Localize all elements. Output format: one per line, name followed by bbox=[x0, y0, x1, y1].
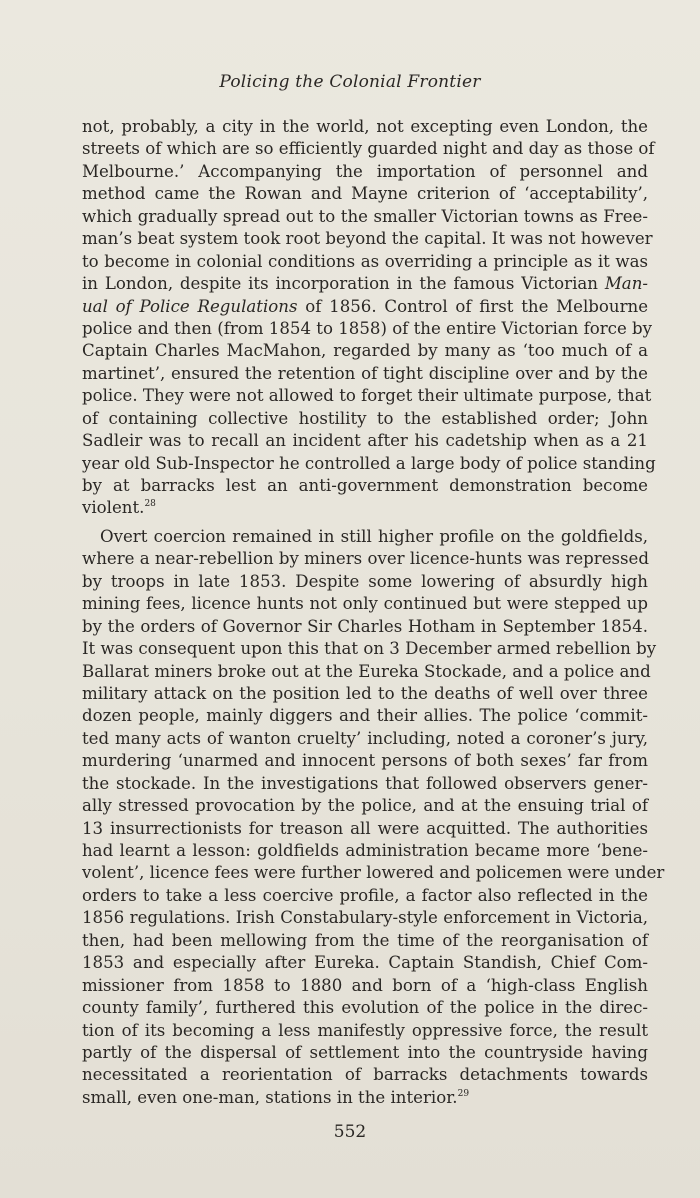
text-line: year old Sub-Inspector he controlled a large body of police standing bbox=[82, 453, 656, 473]
text-line: where a near-rebellion by miners over licence-hunts was repressed bbox=[82, 549, 649, 569]
text-line: Captain Charles MacMahon, regarded by many as ‘too much of a bbox=[82, 341, 648, 361]
text-line: streets of which are so efficiently guarded night and day as those of bbox=[82, 139, 655, 159]
text-line: murdering ‘unarmed and innocent persons of both sexes’ far from bbox=[82, 751, 648, 771]
text-fragment: in London, despite its incorporation in the famous Victorian bbox=[82, 274, 598, 294]
text-line: tion of its becoming a less manifestly oppressive force, the result bbox=[82, 1020, 648, 1040]
text-line: volent’, licence fees were further lowered and policemen were under bbox=[82, 863, 665, 883]
text-line: dozen people, mainly diggers and their allies. The police ‘commit- bbox=[82, 706, 648, 726]
page-number: 552 bbox=[333, 1122, 367, 1142]
text-fragment: of 1856. Control of first the Melbourne bbox=[305, 296, 649, 316]
text-line: the stockade. In the investigations that followed observers gener- bbox=[82, 773, 648, 793]
text-line: to become in colonial conditions as overriding a principle as it was bbox=[82, 251, 648, 271]
text-line: police and then (from 1854 to 1858) of the entire Victorian force by bbox=[82, 318, 653, 338]
text-line: 13 insurrectionists for treason all were acquitted. The authorities bbox=[82, 818, 648, 838]
body-text bbox=[82, 116, 665, 1109]
text-line: 1856 regulations. Irish Constabulary-style enforcement in Victoria, bbox=[82, 908, 648, 928]
text-line: military attack on the position led to the deaths of well over three bbox=[82, 683, 648, 703]
text-line: Melbourne.’ Accompanying the importation of personnel and bbox=[82, 161, 648, 181]
text-line: method came the Rowan and Mayne criterion of ‘acceptability’, bbox=[82, 184, 648, 204]
text-line: orders to take a less coercive profile, a factor also reflected in the bbox=[82, 885, 648, 905]
text-line: Overt coercion remained in still higher profile on the goldfields, bbox=[100, 526, 648, 546]
text-line: of containing collective hostility to the established order; John bbox=[82, 408, 648, 428]
footnote-marker: 29 bbox=[457, 1088, 470, 1099]
text-fragment: violent. bbox=[82, 498, 145, 518]
text-line: Sadleir was to recall an incident after his cadetship when as a 21 bbox=[82, 431, 648, 451]
text-line: county family’, furthered this evolution of the police in the direc- bbox=[82, 998, 648, 1018]
italic-title: Man- bbox=[604, 274, 648, 294]
text-line: had learnt a lesson: goldfields administration became more ‘bene- bbox=[82, 841, 648, 860]
text-line: not, probably, a city in the world, not excepting even London, the bbox=[82, 117, 648, 136]
paragraph-1 bbox=[82, 116, 656, 520]
text-line: It was consequent upon this that on 3 December armed rebellion by bbox=[82, 639, 657, 659]
text-line: man’s beat system took root beyond the capital. It was not however bbox=[82, 229, 653, 249]
footnote-marker: 28 bbox=[144, 499, 156, 510]
text-line: police. They were not allowed to forget their ultimate purpose, that bbox=[82, 386, 652, 406]
text-line: missioner from 1858 to 1880 and born of a ‘high-class English bbox=[82, 975, 648, 995]
text-line: ally stressed provocation by the police, and at the ensuing trial of bbox=[82, 796, 648, 816]
text-line: martinet’, ensured the retention of tight discipline over and by the bbox=[82, 363, 648, 383]
text-fragment: small, even one-man, stations in the interior. bbox=[82, 1087, 458, 1107]
text-line: Ballarat miners broke out at the Eureka Stockade, and a police and bbox=[82, 661, 651, 681]
text-line bbox=[82, 273, 648, 295]
text-line bbox=[82, 1087, 648, 1109]
text-line: by troops in late 1853. Despite some lowering of absurdly high bbox=[82, 571, 648, 591]
text-line: partly of the dispersal of settlement into the countryside having bbox=[82, 1042, 648, 1062]
running-head: Policing the Colonial Frontier bbox=[219, 72, 481, 92]
text-line bbox=[82, 497, 648, 519]
text-line: by at barracks lest an anti-government demonstration become bbox=[82, 476, 648, 495]
text-line: which gradually spread out to the smaller Victorian towns as Free- bbox=[82, 206, 648, 226]
text-line: 1853 and especially after Eureka. Captain Standish, Chief Com- bbox=[82, 953, 648, 973]
text-line: then, had been mellowing from the time of the reorganisation of bbox=[82, 930, 648, 950]
text-line: necessitated a reorientation of barracks detachments towards bbox=[82, 1065, 648, 1085]
text-line: by the orders of Governor Sir Charles Hotham in September 1854. bbox=[82, 616, 648, 636]
text-line: ted many acts of wanton cruelty’ including, noted a coroner’s jury, bbox=[82, 728, 648, 748]
paragraph-2 bbox=[82, 526, 665, 1109]
text-line bbox=[82, 296, 648, 318]
italic-title: ual of Police Regulations bbox=[82, 296, 298, 316]
text-line: mining fees, licence hunts not only continued but were stepped up bbox=[82, 594, 648, 614]
